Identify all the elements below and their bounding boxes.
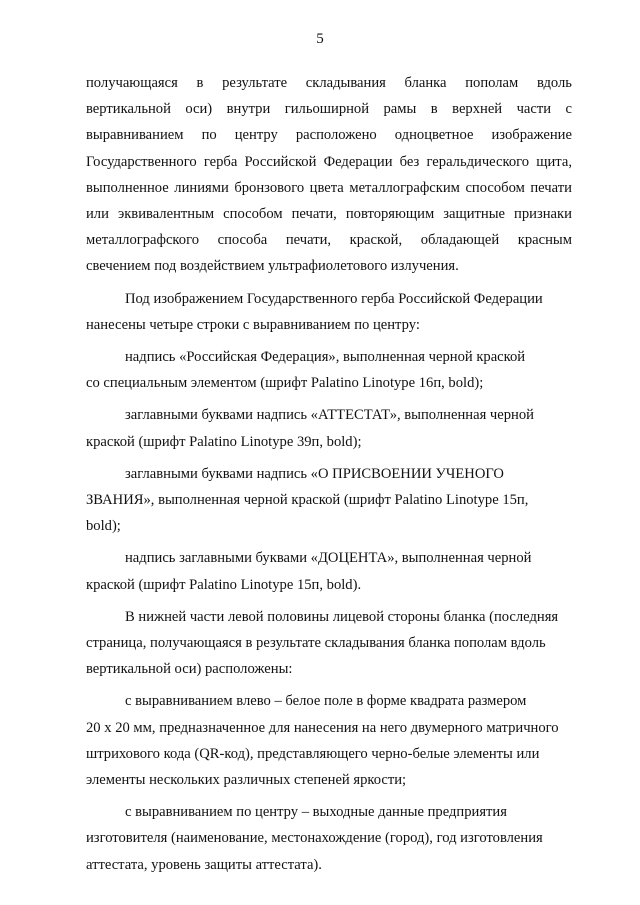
text-line: [86, 545, 572, 571]
word: печати,: [285, 232, 332, 249]
word: в: [196, 75, 204, 91]
text-line: [86, 149, 572, 175]
text-line: [86, 487, 572, 513]
word: эквивалентным: [117, 206, 215, 223]
text-line: [86, 175, 572, 201]
text-line-content: Под изображением Государственного герба Российской Федерации: [125, 290, 543, 307]
word: способом: [223, 206, 283, 223]
word: щита,: [536, 153, 572, 170]
word: без: [399, 153, 420, 170]
text-line: [86, 122, 572, 148]
text-line-content: с выравниванием по центру – выходные данные предприятия: [125, 804, 507, 821]
word: вертикальной: [86, 101, 171, 118]
word: Российской: [244, 153, 317, 170]
word: бронзового: [234, 179, 305, 196]
text-line: [86, 253, 572, 279]
word: части: [516, 101, 552, 118]
text-line-content: надпись заглавными буквами «ДОЦЕНТА», выполненная черной: [125, 550, 532, 567]
text-line: [86, 370, 572, 396]
text-line: [86, 227, 572, 253]
word: оси): [185, 101, 213, 118]
word: красным: [517, 232, 572, 249]
text-line-content: ЗВАНИЯ», выполненная черной краской (шрифт Palatino Linotype 15п,: [86, 492, 529, 509]
text-line: [86, 429, 572, 455]
text-line-content: нанесены четыре строки с выравниванием по центру:: [86, 316, 420, 333]
text-line: [86, 201, 572, 227]
text-line-content: 20 х 20 мм, предназначенное для нанесения на него двумерного матричного: [86, 719, 559, 736]
text-line: [86, 604, 572, 630]
paragraph-lower-left-section: [86, 604, 572, 683]
text-line: [86, 96, 572, 122]
paragraph-russian-federation-inscription: [86, 344, 572, 396]
text-line: [86, 799, 572, 825]
word: выполненное: [86, 179, 169, 196]
text-line: [86, 852, 572, 878]
text-line-content: заглавными буквами надпись «О ПРИСВОЕНИИ УЧЕНОГО: [125, 465, 504, 482]
word: обладающей: [420, 232, 500, 249]
word: внутри: [226, 101, 271, 118]
word: гильоширной: [284, 101, 370, 118]
text-line-content: элементы нескольких различных степеней яркости;: [86, 772, 407, 789]
word: металлографского: [86, 232, 199, 249]
paragraph-manufacturer-data: [86, 799, 572, 878]
word: печати: [530, 179, 572, 196]
word: способом: [465, 179, 525, 196]
word: в: [430, 101, 438, 118]
word: с: [565, 101, 572, 118]
word: способа: [217, 232, 268, 249]
word: вдоль: [536, 75, 572, 91]
text-line: [86, 825, 572, 851]
text-line-content: изготовителя (наименование, местонахождение (город), год изготовления: [86, 830, 543, 847]
word: геральдического: [426, 153, 530, 170]
text-line-content: штрихового кода (QR-код), представляющего черно-белые элементы или: [86, 745, 540, 762]
word: защитные: [443, 206, 505, 223]
text-line-content: вертикальной оси) расположены:: [86, 661, 293, 678]
paragraph-attestat-inscription: [86, 402, 572, 454]
paragraph-docent-inscription: [86, 545, 572, 597]
text-line: [86, 461, 572, 487]
word: краской,: [349, 232, 403, 249]
word: расположено: [295, 127, 377, 144]
text-line: [86, 715, 572, 741]
text-line-content: В нижней части левой половины лицевой стороны бланка (последняя: [125, 608, 559, 625]
text-line-content: с выравниванием влево – белое поле в форме квадрата размером: [125, 693, 527, 710]
paragraph-four-lines-intro: [86, 286, 572, 338]
text-line: [86, 630, 572, 656]
paragraph-qr-code-field: [86, 688, 572, 793]
text-line-content: свечением под воздействием ультрафиолетового излучения.: [86, 258, 459, 275]
document-body: [86, 70, 572, 878]
text-line-content: bold);: [86, 518, 121, 535]
page-number: 5: [316, 31, 324, 47]
text-line: [86, 70, 572, 96]
text-line: [86, 741, 572, 767]
text-line-content: краской (шрифт Palatino Linotype 39п, bold);: [86, 433, 362, 450]
text-line: [86, 688, 572, 714]
paragraph-coat-of-arms-image: [86, 70, 572, 280]
word: Государственного: [86, 153, 197, 170]
text-line-content: краской (шрифт Palatino Linotype 15п, bold).: [86, 576, 362, 593]
word: цвета: [309, 179, 344, 196]
word: одноцветное: [394, 127, 474, 144]
word: линиями: [174, 179, 229, 196]
word: металлографским: [349, 179, 460, 196]
word: верхней: [452, 101, 503, 118]
word: по: [201, 127, 217, 144]
text-line: [86, 767, 572, 793]
text-line-content: аттестата, уровень защиты аттестата).: [86, 856, 322, 873]
word: получающаяся: [86, 75, 178, 91]
paragraph-academic-title-inscription: [86, 461, 572, 540]
word: пополам: [465, 75, 519, 91]
word: бланка: [404, 75, 447, 91]
text-line: [86, 344, 572, 370]
text-line: [86, 656, 572, 682]
word: центру: [234, 127, 278, 144]
word: повторяющим: [345, 206, 435, 223]
word: или: [86, 206, 109, 223]
word: рамы: [383, 101, 417, 118]
word: Федерации: [323, 153, 393, 170]
text-line-content: страница, получающаяся в результате складывания бланка пополам вдоль: [86, 635, 546, 652]
text-line: [86, 572, 572, 598]
text-line: [86, 286, 572, 312]
word: складывания: [305, 75, 386, 91]
word: печати,: [291, 206, 337, 223]
word: герба: [203, 153, 238, 170]
text-line-content: надпись «Российская Федерация», выполненная черной краской: [125, 349, 526, 366]
word: признаки: [514, 206, 572, 223]
word: результате: [222, 75, 288, 91]
text-line: [86, 513, 572, 539]
text-line: [86, 312, 572, 338]
text-line-content: со специальным элементом (шрифт Palatino Linotype 16п, bold);: [86, 375, 484, 392]
text-line: [86, 402, 572, 428]
word: выравниванием: [86, 127, 184, 144]
text-line-content: заглавными буквами надпись «АТТЕСТАТ», выполненная черной: [125, 407, 534, 424]
word: изображение: [491, 127, 572, 144]
